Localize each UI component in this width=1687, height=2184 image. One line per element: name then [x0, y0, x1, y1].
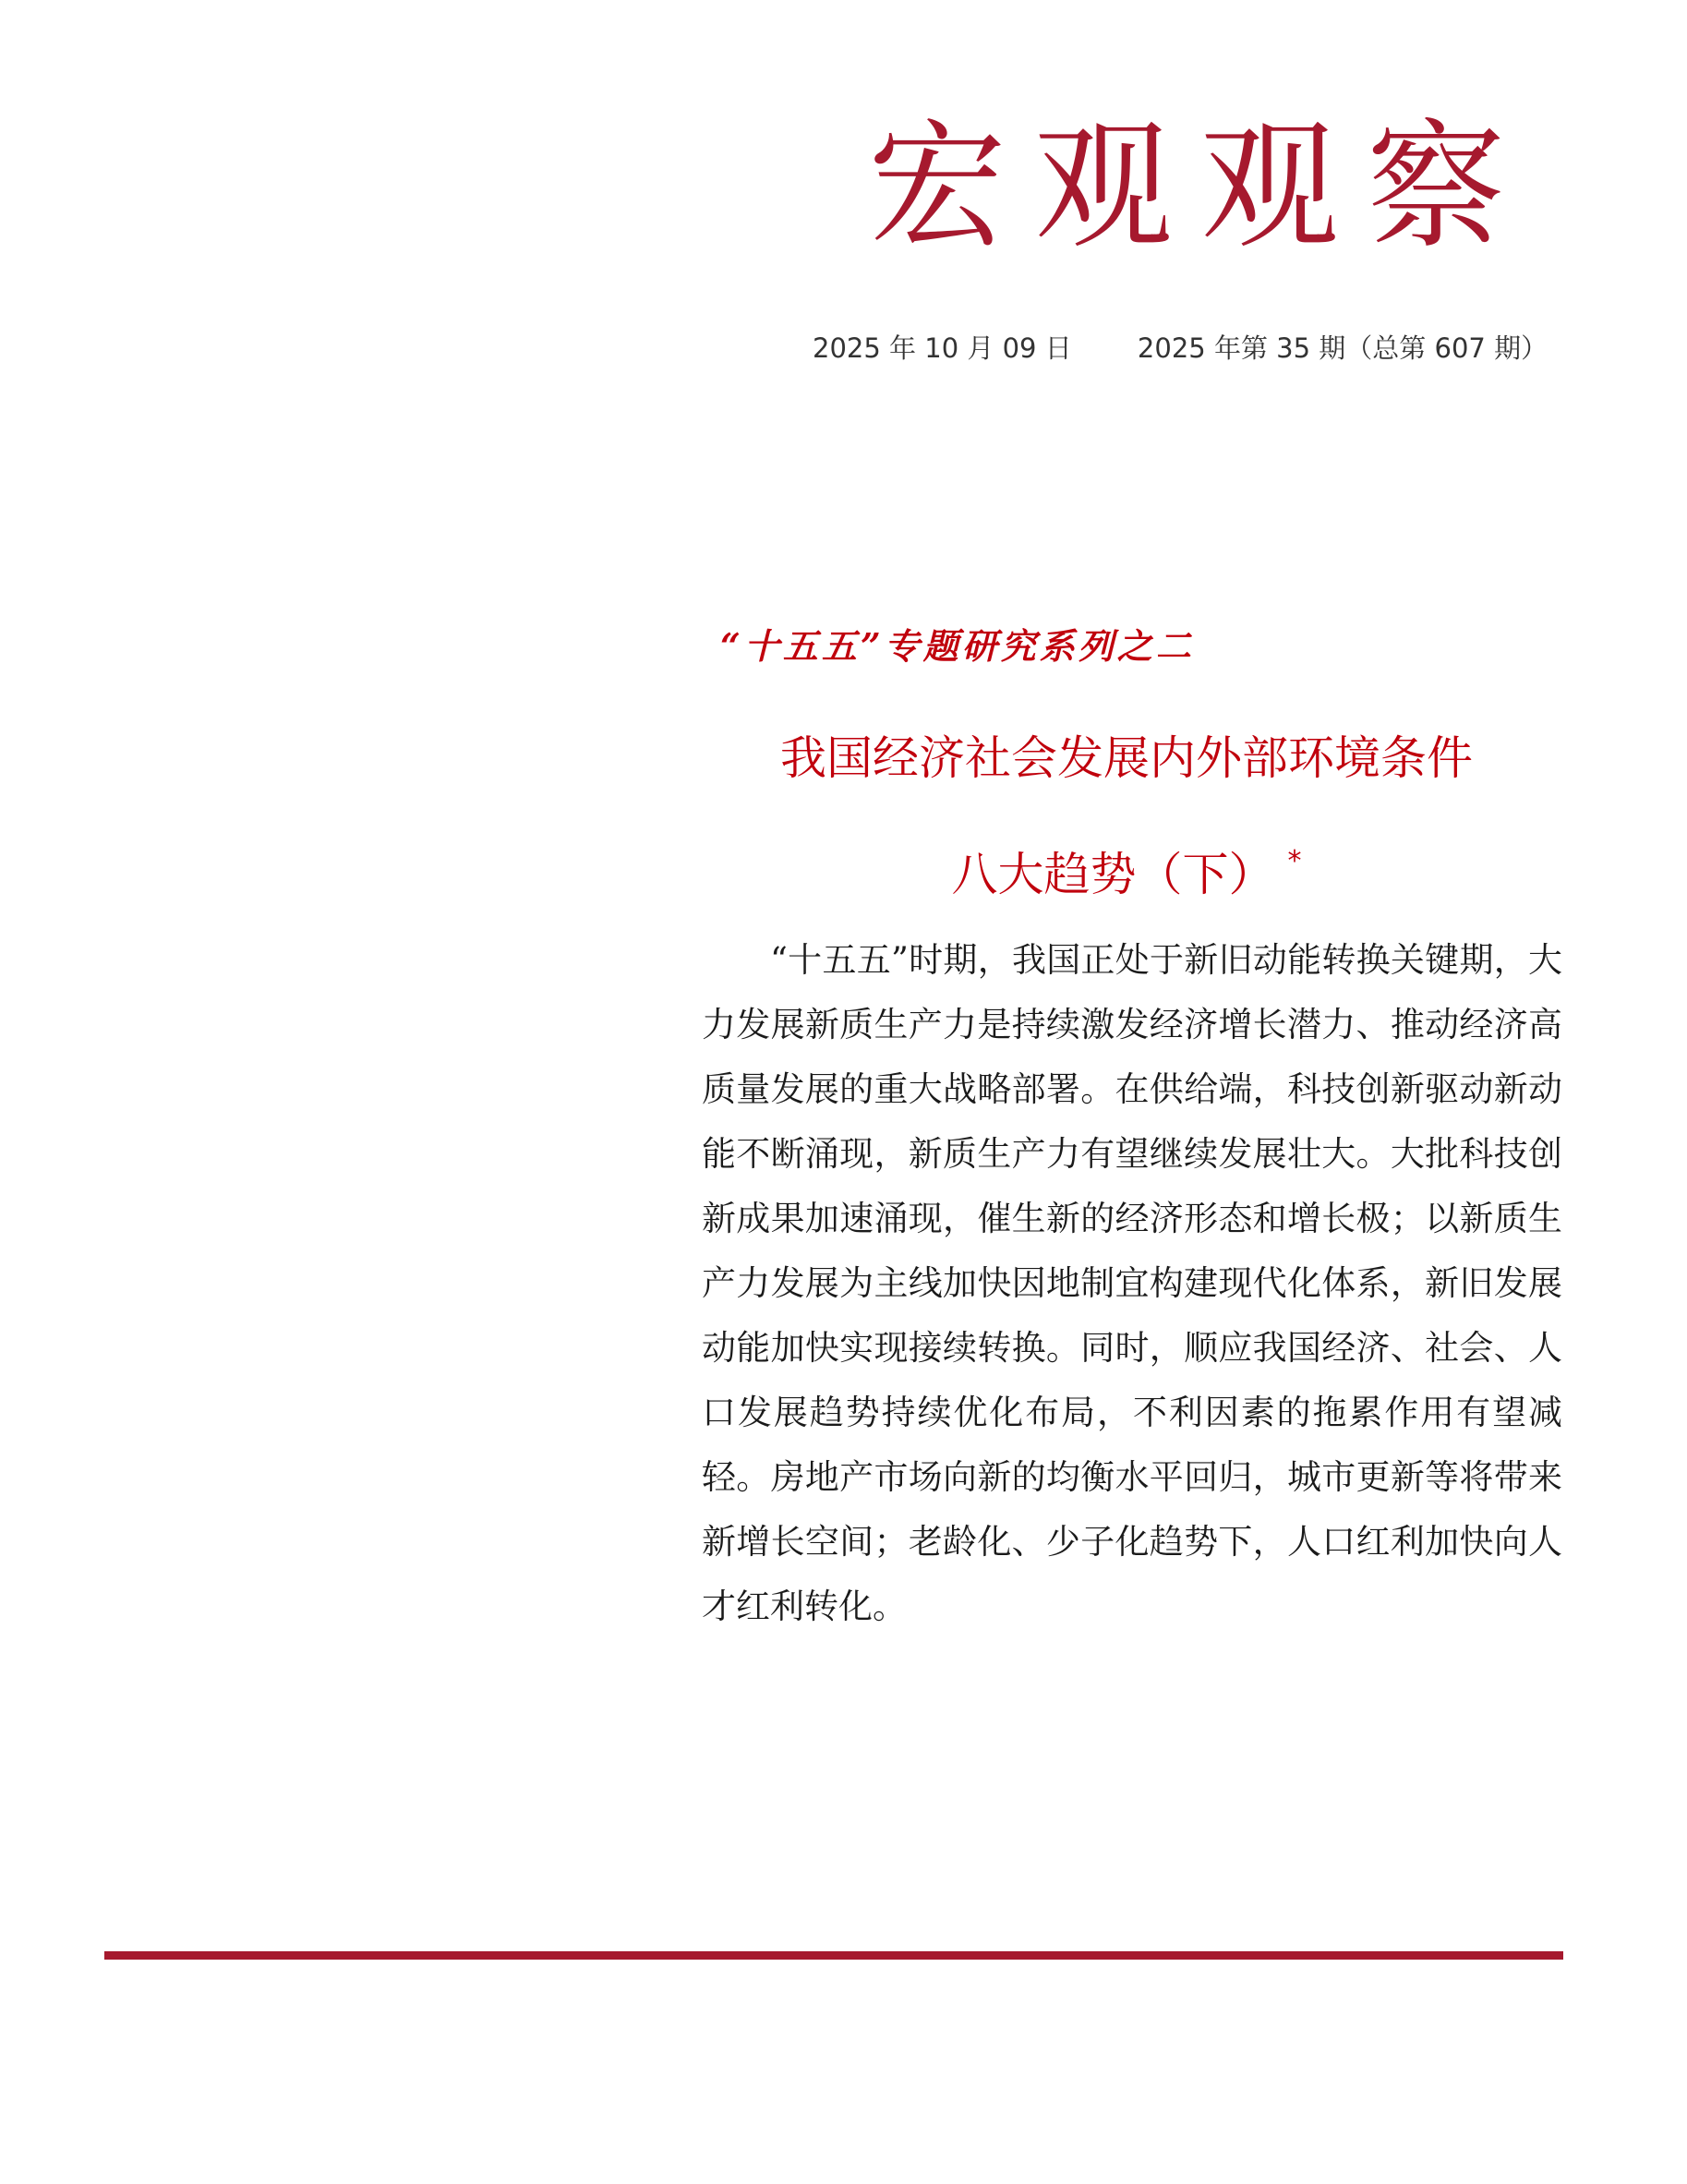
- article-title-line-2-text: 八大趋势（下）: [951, 848, 1275, 901]
- issue-number: 2025 年第 35 期（总第 607 期）: [1137, 332, 1548, 364]
- article-title-line-1: 我国经济社会发展内外部环境条件: [780, 731, 1473, 785]
- divider-rule: [104, 1951, 1563, 1960]
- issue-info: [813, 328, 1597, 368]
- masthead-title: 宏观观察: [868, 107, 1534, 268]
- series-label: “十五五”专题研究系列之二: [720, 625, 1195, 667]
- abstract-paragraph: “十五五”时期，我国正处于新旧动能转换关键期，大力发展新质生产力是持续激发经济增长潜力、推动经济高质量发展的重大战略部署。在供给端，科技创新驱动新动能不断涌现，新质生产力有望继续发展壮大。大批科技创新成果加速涌现，催生新的经济形态和增长极；以新质生产力发展为主线加快因地制宜构建现代化体系，新旧发展动能加快实现接续转换。同时，顺应我国经济、社会、人口发展趋势持续优化布局，不利因素的拖累作用有望减轻。房地产市场向新的均衡水平回归，城市更新等将带来新增长空间；老龄化、少子化趋势下，人口红利加快向人才红利转化。: [702, 940, 1562, 1626]
- article-title-line-2: [702, 826, 1551, 929]
- footnote-marker: *: [1287, 845, 1302, 877]
- article-title: [702, 722, 1551, 929]
- issue-date: 2025 年 10 月 09 日: [813, 332, 1072, 364]
